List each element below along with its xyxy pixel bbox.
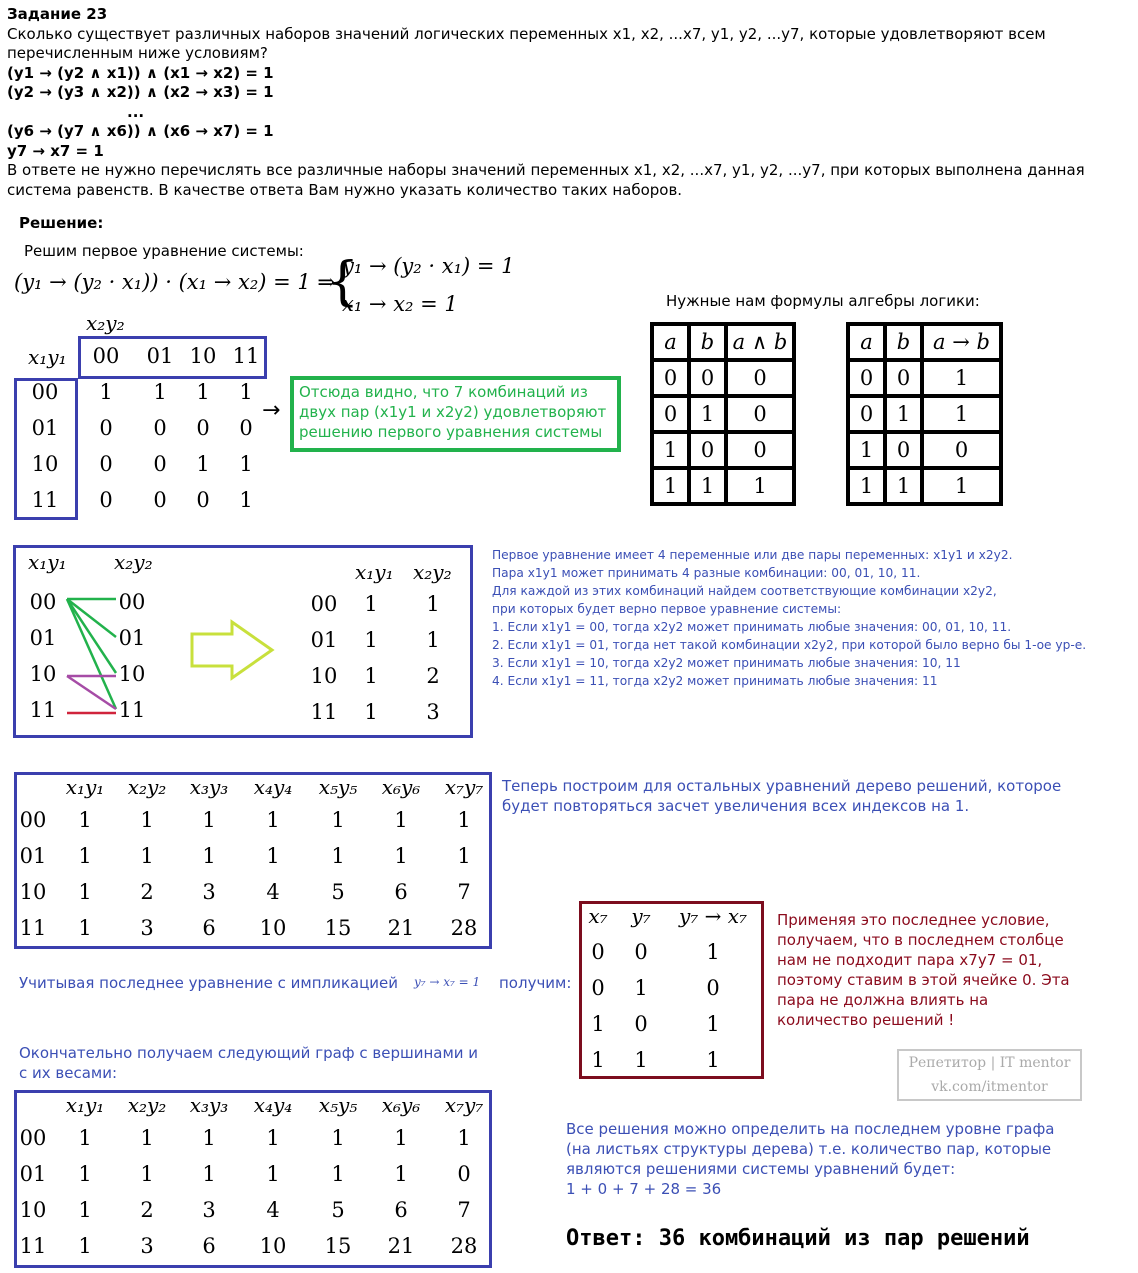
table_tree-cell: 1: [457, 844, 471, 868]
graph1-result-cell: 2: [426, 664, 440, 688]
and-h1: b: [689, 324, 726, 360]
table1-row-label: 10: [31, 452, 59, 476]
table_tree-cell: 1: [78, 844, 92, 868]
and-cell: 1: [652, 468, 689, 504]
graph1-result-cell: 1: [426, 628, 440, 652]
task-title: Задание 23: [7, 5, 108, 23]
and-h0: a: [652, 324, 689, 360]
table_tree-cell: 1: [202, 844, 216, 868]
xy7-cell: 1: [591, 1012, 605, 1036]
table1-cell: 0: [239, 416, 253, 440]
table_tree-row-label: 11: [19, 916, 47, 940]
table_tree-cell: 6: [394, 880, 408, 904]
table_final-header: x₇y₇: [444, 1093, 484, 1117]
table_tree-cell: 1: [394, 844, 408, 868]
system-line-2: x₁ → x₂ = 1: [342, 292, 458, 316]
arrow-right-icon: →: [262, 398, 281, 423]
table_tree-cell: 1: [394, 808, 408, 832]
watermark-line-1: Репетитор | IT mentor: [908, 1055, 1071, 1071]
big-arrow-icon: [192, 622, 272, 678]
formulas-caption: Нужные нам формулы алгебры логики:: [666, 292, 980, 310]
all-solutions-note: Все решения можно определить на последнем уровне графа (на листьях структуры дерева) т.е. количество пар, которые являются решениями системы уравнений будет:: [566, 1120, 1055, 1178]
table_tree-header: x₇y₇: [444, 775, 484, 799]
xy7-cell: 0: [591, 940, 605, 964]
and-cell: 0: [726, 432, 794, 468]
table1-row-label: 11: [31, 488, 59, 512]
table1-col-label: 01: [146, 344, 174, 368]
table_tree-header: x₄y₄: [253, 775, 293, 799]
table1-cell: 1: [196, 452, 210, 476]
table_final-header: x₆y₆: [381, 1093, 421, 1117]
graph1-right-node: 10: [118, 662, 146, 686]
answer: Ответ: 36 комбинаций из пар решений: [566, 1226, 1030, 1251]
table_tree-cell: 1: [78, 808, 92, 832]
and-cell: 1: [689, 468, 726, 504]
and-cell: 0: [689, 432, 726, 468]
equation-dots: ...: [127, 102, 145, 121]
table_final-cell: 1: [140, 1162, 154, 1186]
equation-2: (y2 → (y3 ∧ x2)) ∧ (x2 → x3) = 1: [7, 83, 274, 101]
explanation-line: Первое уравнение имеет 4 переменные или две пары переменных: x1y1 и x2y2.: [492, 548, 1013, 562]
table_final-cell: 1: [78, 1234, 92, 1258]
imp-cell: 1: [885, 468, 922, 504]
xy7-cell: 1: [634, 1048, 648, 1072]
graph1-left-node: 10: [29, 662, 57, 686]
task-note: В ответе не нужно перечислять все различные наборы значений переменных x1, x2, ...x7, y1, y2, ...y7, при которых выполнена данная система равенств. В качестве ответа Вам нужно указать количество таких наборов.: [7, 161, 1085, 199]
table_tree-header: x₆y₆: [381, 775, 421, 799]
graph1-result-cell: 1: [364, 664, 378, 688]
table_final-row-label: 00: [19, 1126, 47, 1150]
table_tree-cell: 1: [331, 808, 345, 832]
table_final-header: x₃y₃: [189, 1093, 229, 1117]
table_final-cell: 6: [394, 1198, 408, 1222]
table_tree-cell: 2: [140, 880, 154, 904]
table_tree-cell: 4: [266, 880, 280, 904]
imp-cell: 1: [885, 396, 922, 432]
table_final-cell: 6: [202, 1234, 216, 1258]
graph1-right-node: 01: [118, 626, 146, 650]
xy7-cell: 1: [706, 940, 720, 964]
table1-col-label: 10: [189, 344, 217, 368]
and-h2: a ∧ b: [726, 324, 794, 360]
table_final-cell: 10: [259, 1234, 287, 1258]
xy7-cell: 0: [634, 940, 648, 964]
table_final-cell: 1: [202, 1162, 216, 1186]
edge-00-10: [67, 599, 116, 673]
graph1-right-header: x₂y₂: [114, 550, 153, 574]
imp-h2: a → b: [922, 324, 1001, 360]
graph1-result-h1: x₂y₂: [413, 560, 452, 584]
table1-cell: 0: [153, 416, 167, 440]
imp-cell: 1: [848, 468, 885, 504]
and-cell: 0: [652, 396, 689, 432]
table1-cell: 0: [153, 452, 167, 476]
table_tree-row-label: 10: [19, 880, 47, 904]
table1-cell: 0: [196, 488, 210, 512]
table_final-cell: 3: [140, 1234, 154, 1258]
table_tree-cell: 1: [78, 880, 92, 904]
table_final-cell: 1: [78, 1162, 92, 1186]
table_tree-cell: 3: [202, 880, 216, 904]
graph1-result-label: 00: [310, 592, 338, 616]
solution-heading: Решение:: [19, 214, 104, 232]
table1-cell: 0: [99, 452, 113, 476]
explanation-block: [492, 546, 1132, 690]
table_tree-cell: 28: [450, 916, 478, 940]
graph1-result-label: 11: [310, 700, 338, 724]
table1-cell: 1: [196, 380, 210, 404]
watermark: [897, 1049, 1082, 1101]
table1-row-label: 00: [31, 380, 59, 404]
table1-col-label: 11: [232, 344, 260, 368]
table1-row-header: x₁y₁: [28, 345, 67, 369]
imp-cell: 1: [922, 360, 1001, 396]
table_final-cell: 1: [331, 1162, 345, 1186]
xy7-cell: 0: [634, 1012, 648, 1036]
table1-cell: 1: [99, 380, 113, 404]
table_final-header: x₂y₂: [127, 1093, 167, 1117]
imp-cell: 0: [848, 396, 885, 432]
table_final-cell: 5: [331, 1198, 345, 1222]
equation-1: (y1 → (y2 ∧ x1)) ∧ (x1 → x2) = 1: [7, 63, 274, 82]
table_tree-cell: 1: [140, 808, 154, 832]
xy7-cell: 1: [706, 1048, 720, 1072]
table_tree-header: x₃y₃: [189, 775, 229, 799]
table1-cell: 0: [99, 416, 113, 440]
xy7-cell: 0: [706, 976, 720, 1000]
graph1-result-label: 01: [310, 628, 338, 652]
graph1-result-cell: 1: [364, 592, 378, 616]
table1-cell: 0: [153, 488, 167, 512]
table_tree-row-label: 00: [19, 808, 47, 832]
imp-cell: 0: [922, 432, 1001, 468]
xy7-header: x₇: [588, 904, 608, 928]
table_tree-cell: 1: [266, 844, 280, 868]
table_tree-cell: 6: [202, 916, 216, 940]
table_final-cell: 3: [202, 1198, 216, 1222]
and-cell: 0: [726, 360, 794, 396]
table1-cell: 1: [239, 380, 253, 404]
table_final-cell: 1: [394, 1162, 408, 1186]
table1-cell: 1: [153, 380, 167, 404]
table_final-cell: 1: [457, 1126, 471, 1150]
equation-7: y7 → x7 = 1: [7, 141, 104, 160]
table_final-cell: 21: [387, 1234, 415, 1258]
table_final-cell: 1: [140, 1126, 154, 1150]
xy7-cell: 0: [591, 976, 605, 1000]
table_final-cell: 4: [266, 1198, 280, 1222]
and-cell: 0: [689, 360, 726, 396]
imp-cell: 0: [848, 360, 885, 396]
explanation-line: Пара x1y1 может принимать 4 разные комбинации: 00, 01, 10, 11.: [492, 566, 921, 580]
formula-left: (y₁ → (y₂ · x₁)) · (x₁ → x₂) = 1 ⇒: [14, 270, 336, 294]
table_tree-cell: 5: [331, 880, 345, 904]
table_tree-cell: 1: [331, 844, 345, 868]
system-brace: {: [326, 252, 360, 312]
table_tree-cell: 1: [457, 808, 471, 832]
final-graph-note: Окончательно получаем следующий граф с вершинами и с их весами:: [19, 1044, 479, 1082]
xy7-cell: 1: [591, 1048, 605, 1072]
imp-cell: 1: [848, 432, 885, 468]
graph1-result-cell: 1: [426, 592, 440, 616]
graph1-result-cell: 1: [364, 700, 378, 724]
graph1-left-node: 00: [29, 590, 57, 614]
explanation-line: 3. Если x1y1 = 10, тогда x2y2 может принимать любые значения: 10, 11: [492, 656, 961, 670]
equation-6: (y6 → (y7 ∧ x6)) ∧ (x6 → x7) = 1: [7, 122, 274, 140]
graph1-left-node: 11: [29, 698, 57, 722]
and-cell: 0: [726, 396, 794, 432]
table_final-cell: 1: [266, 1162, 280, 1186]
table_final-cell: 28: [450, 1234, 478, 1258]
and-cell: 1: [689, 396, 726, 432]
table_final-row-label: 11: [19, 1234, 47, 1258]
graph1-result-label: 10: [310, 664, 338, 688]
table1-row-label: 01: [31, 416, 59, 440]
and-cell: 1: [652, 432, 689, 468]
and-cell: 0: [652, 360, 689, 396]
and-cell: 1: [726, 468, 794, 504]
explanation-line: 4. Если x1y1 = 11, тогда x2y2 может принимать любые значения: 11: [492, 674, 938, 688]
xy7-cell: 1: [634, 976, 648, 1000]
table_final-header: x₄y₄: [253, 1093, 293, 1117]
xy7-header: y₇ → x₇: [678, 904, 748, 928]
graph1-left-header: x₁y₁: [28, 550, 67, 574]
table_final-cell: 1: [331, 1126, 345, 1150]
table_tree-cell: 1: [202, 808, 216, 832]
table_tree-cell: 1: [140, 844, 154, 868]
graph1-left-node: 01: [29, 626, 57, 650]
table_tree-cell: 1: [78, 916, 92, 940]
table_tree-header: x₁y₁: [65, 775, 105, 799]
imp-cell: 0: [885, 432, 922, 468]
imp-h1: b: [885, 324, 922, 360]
graph1-right-node: 00: [118, 590, 146, 614]
graph1-result-cell: 3: [426, 700, 440, 724]
table1-cell: 0: [99, 488, 113, 512]
table_tree-cell: 7: [457, 880, 471, 904]
last-eq-note-a: Учитывая последнее уравнение с импликацией: [19, 974, 399, 992]
table_final-header: x₅y₅: [318, 1093, 358, 1117]
table1-cell: 0: [196, 416, 210, 440]
last-eq-note-b: получим:: [499, 974, 572, 992]
table_final-cell: 1: [394, 1126, 408, 1150]
system-line-1: y₁ → (y₂ · x₁) = 1: [342, 254, 515, 278]
table_tree-cell: 1: [266, 808, 280, 832]
imp-h0: a: [848, 324, 885, 360]
table_final-cell: 1: [78, 1126, 92, 1150]
tree-note: Теперь построим для остальных уравнений дерево решений, которое будет повторяться засчет увеличения всех индексов на 1.: [502, 777, 1062, 815]
imp-cell: 0: [885, 360, 922, 396]
green-note-text: Отсюда видно, что 7 комбинаций из двух пар (x1y1 и x2y2) удовлетворяют решению первого уравнения системы: [299, 383, 607, 441]
table_tree-cell: 21: [387, 916, 415, 940]
task-question: Сколько существует различных наборов значений логических переменных x1, x2, ...x7, y1, y2, ...y7, которые удовлетворяют всем перечисленным ниже условиям?: [7, 24, 1046, 62]
table_final-cell: 0: [457, 1162, 471, 1186]
table_tree-cell: 10: [259, 916, 287, 940]
table1-col-header: x₂y₂: [86, 311, 125, 335]
table_final-cell: 1: [202, 1126, 216, 1150]
graph1-right-node: 11: [118, 698, 146, 722]
sum-line: 1 + 0 + 7 + 28 = 36: [566, 1180, 722, 1198]
explanation-line: 2. Если x1y1 = 01, тогда нет такой комбинации x2y2, при которой было верно бы 1-ое ур-е.: [492, 638, 1087, 652]
table_tree-cell: 3: [140, 916, 154, 940]
table_final-row-label: 10: [19, 1198, 47, 1222]
table_final-cell: 2: [140, 1198, 154, 1222]
step1-text: Решим первое уравнение системы:: [24, 242, 304, 260]
imp-cell: 1: [922, 396, 1001, 432]
red-note: Применяя это последнее условие, получаем, что в последнем столбце нам не подходит пара x7y7 = 01, поэтому ставим в этой ячейке 0. Эта пара не должна влиять на количество решений !: [777, 911, 1070, 1029]
explanation-line: 1. Если x1y1 = 00, тогда x2y2 может принимать любые значения: 00, 01, 10, 11.: [492, 620, 1012, 634]
graph1-result-h0: x₁y₁: [355, 560, 394, 584]
last-eq-formula: y₇ → x₇ = 1: [414, 975, 481, 989]
watermark-line-2: vk.com/itmentor: [931, 1079, 1048, 1095]
table_final-cell: 1: [266, 1126, 280, 1150]
explanation-line: Для каждой из этих комбинаций найдем соответствующие комбинации x2y2,: [492, 584, 997, 598]
imp-cell: 1: [922, 468, 1001, 504]
table_tree-cell: 15: [324, 916, 352, 940]
table_tree-row-label: 01: [19, 844, 47, 868]
table_tree-header: x₅y₅: [318, 775, 358, 799]
table1-col-label: 00: [92, 344, 120, 368]
table_final-cell: 7: [457, 1198, 471, 1222]
xy7-header: y₇: [631, 904, 651, 928]
table_tree-header: x₂y₂: [127, 775, 167, 799]
explanation-line: при которых будет верно первое уравнение системы:: [492, 602, 842, 616]
table_final-header: x₁y₁: [65, 1093, 105, 1117]
table_final-cell: 1: [78, 1198, 92, 1222]
table_final-row-label: 01: [19, 1162, 47, 1186]
table1-cell: 1: [239, 452, 253, 476]
table_final-cell: 15: [324, 1234, 352, 1258]
xy7-cell: 1: [706, 1012, 720, 1036]
table1-cell: 1: [239, 488, 253, 512]
graph1-result-cell: 1: [364, 628, 378, 652]
